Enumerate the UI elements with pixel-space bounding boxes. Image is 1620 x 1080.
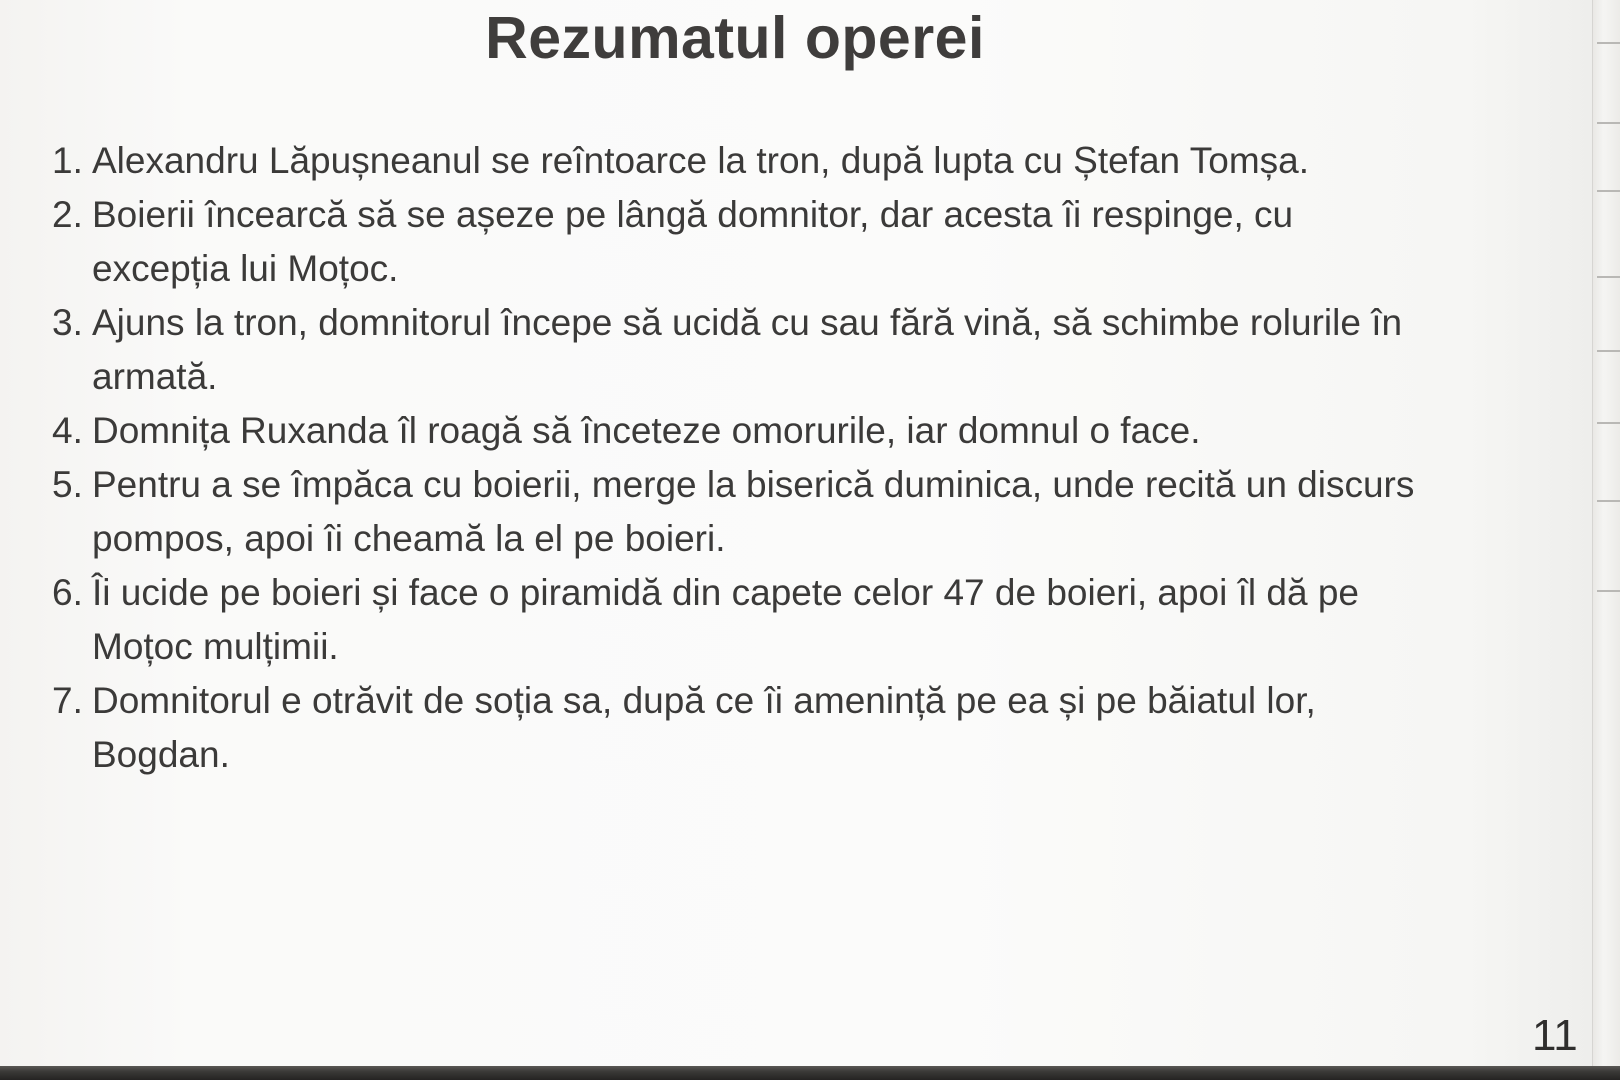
page-tab-marker <box>1597 590 1620 592</box>
item-number: 6. <box>52 572 83 613</box>
list-item <box>52 404 1432 458</box>
item-text: Domnița Ruxanda îl roagă să înceteze omorurile, iar domnul o face. <box>92 410 1201 451</box>
list-item <box>52 134 1432 188</box>
item-number: 1. <box>52 140 83 181</box>
item-text: Ajuns la tron, domnitorul începe să ucidă cu sau fără vină, să schimbe rolurile în armată. <box>92 302 1403 397</box>
item-number: 4. <box>52 410 83 451</box>
list-item <box>52 674 1432 782</box>
page-tab-marker <box>1597 350 1620 352</box>
item-number: 7. <box>52 680 83 721</box>
list-item <box>52 458 1432 566</box>
page-tab-marker <box>1597 190 1620 192</box>
item-number: 3. <box>52 302 83 343</box>
page-tab-marker <box>1597 422 1620 424</box>
list-item <box>52 188 1432 296</box>
list-item <box>52 296 1432 404</box>
item-text: Domnitorul e otrăvit de soția sa, după ce îi amenință pe ea și pe băiatul lor, Bogdan. <box>92 680 1316 775</box>
page-stack-edge <box>1593 0 1620 1066</box>
summary-list <box>52 134 1432 782</box>
page-tab-marker <box>1597 42 1620 44</box>
page-bottom-edge <box>0 1066 1620 1080</box>
page-tab-marker <box>1597 122 1620 124</box>
item-text: Alexandru Lăpușneanul se reîntoarce la tron, după lupta cu Ștefan Tomșa. <box>92 140 1310 181</box>
page-tab-marker <box>1597 276 1620 278</box>
page-number: 11 <box>1532 1011 1578 1060</box>
item-number: 2. <box>52 194 83 235</box>
page-title: Rezumatul operei <box>485 5 985 71</box>
item-text: Îi ucide pe boieri și face o piramidă din capete celor 47 de boieri, apoi îl dă pe Moțoc mulțimii. <box>92 572 1359 667</box>
item-text: Pentru a se împăca cu boierii, merge la biserică duminica, unde recită un discurs pompos, apoi îi cheamă la el pe boieri. <box>92 464 1415 559</box>
item-text: Boierii încearcă să se așeze pe lângă domnitor, dar acesta îi respinge, cu excepția lui Moțoc. <box>92 194 1294 289</box>
page-tab-marker <box>1597 500 1620 502</box>
list-item <box>52 566 1432 674</box>
item-number: 5. <box>52 464 83 505</box>
